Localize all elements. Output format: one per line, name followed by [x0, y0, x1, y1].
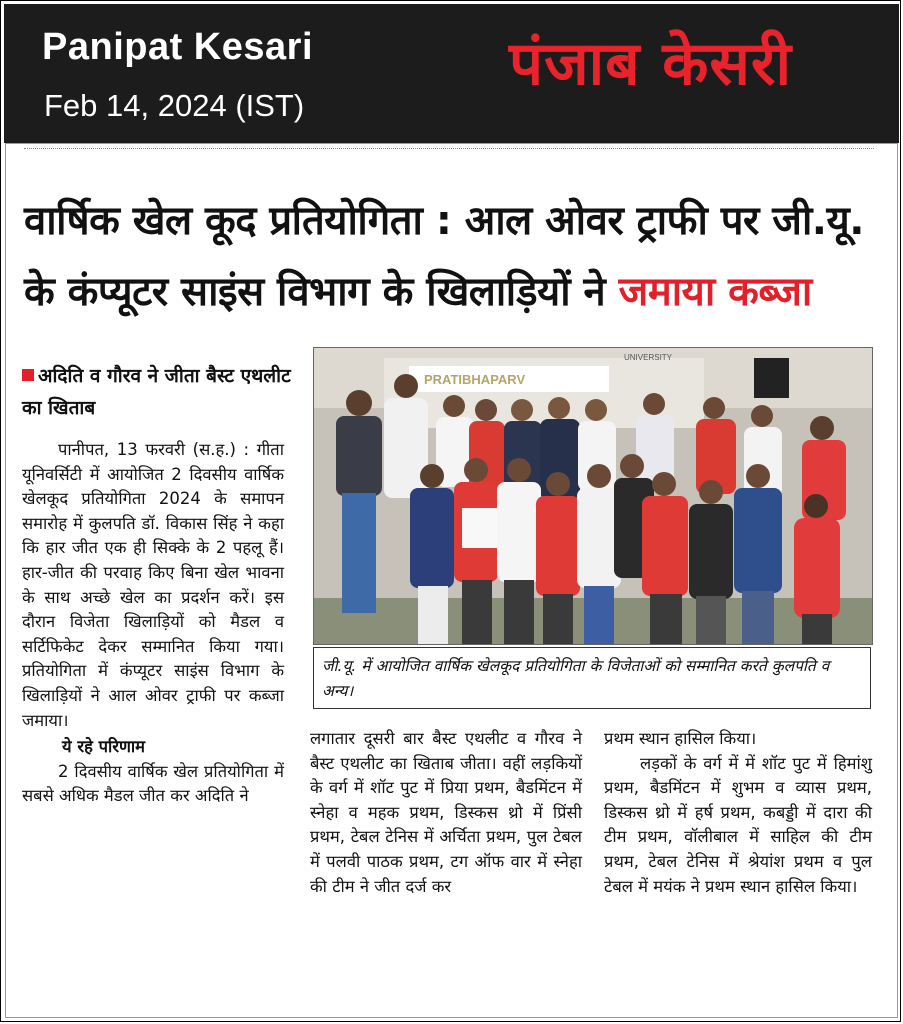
header-bar: [4, 4, 899, 143]
article-column-3: [604, 727, 872, 899]
article-column-2: [310, 727, 582, 899]
subheading-text: अदिति व गौरव ने जीता बैस्ट एथलीट का खिताब: [22, 365, 291, 419]
article-subheading: [22, 360, 297, 424]
article-headline: [24, 186, 879, 328]
photo-caption: जी.यू. में आयोजित वार्षिक खेलकूद प्रतियोगिता के विजेताओं को सम्मानित करते कुलपति व अन्य।: [313, 647, 871, 709]
column-1-paragraph-1: पानीपत, 13 फरवरी (स.ह.) : गीता यूनिवर्सिटी में आयोजित 2 दिवसीय वार्षिक खेलकूद प्रतियोगिता 2024 के समापन समारोह में कुलपति डॉ. विकास सिंह ने कहा कि हार जीत एक ही सिक्के के 2 पहलू हैं। हार-जीत की परवाह किए बिना खेल भावना के साथ अच्छे खेल का प्रदर्शन करें। इस दौरान विजेता खिलाड़ियों को मैडल व सर्टिफिकेट देकर सम्मानित किया गया। प्रतियोगिता में कंप्यूटर साइंस विभाग के खिलाड़ियों ने आल ओवर ट्राफी पर कब्जा जमाया।: [22, 440, 284, 730]
headline-line-1: वार्षिक खेल कूद प्रतियोगिता : आल ओवर ट्राफी पर जी.यू.: [24, 198, 864, 244]
group-photo-illustration: [314, 348, 872, 644]
red-square-bullet-icon: [22, 369, 34, 381]
publication-name: Panipat Kesari: [42, 26, 313, 68]
clipping-top-edge: [24, 148, 874, 153]
results-heading: ये रहे परिणाम: [62, 737, 146, 757]
newspaper-masthead: पंजाब केसरी: [509, 29, 793, 99]
column-3-paragraph-2: लड़कों के वर्ग में में शॉट पुट में हिमांशु प्रथम, बैडमिंटन में शुभम व व्यास प्रथम, डिस्कस थ्रो में हर्ष प्रथम, कबड्डी में दारा की टीम प्रथम, वॉलीबाल में साहिल की टीम प्रथम, टेबल टेनिस में श्रेयांश प्रथम व पुल टेबल में मयंक ने प्रथम स्थान हासिल किया।: [604, 753, 872, 896]
column-1-paragraph-2: 2 दिवसीय वार्षिक खेल प्रतियोगिता में सबसे अधिक मैडल जीत कर अदिति ने: [22, 761, 284, 806]
svg-text:UNIVERSITY: UNIVERSITY: [624, 353, 673, 362]
svg-text:PRATIBHAPARV: PRATIBHAPARV: [424, 372, 526, 387]
headline-line-2-black: के कंप्यूटर साइंस विभाग के खिलाड़ियों ने: [24, 269, 606, 315]
column-2-text: लगातार दूसरी बार बैस्ट एथलीट व गौरव ने बैस्ट एथलीट का खिताब जीता। वहीं लड़कियों के वर्ग में शॉट पुट में प्रिया प्रथम, बैडमिंटन में स्नेहा व महक प्रथम, डिस्कस थ्रो में प्रिंसी प्रथम, टेबल टेनिस में अर्चिता प्रथम, पुल टेबल में पलवी पाठक प्रथम, टग ऑफ वार में स्नेहा की टीम ने जीत दर्ज कर: [310, 729, 582, 896]
column-3-paragraph-1: प्रथम स्थान हासिल किया।: [604, 729, 757, 748]
article-column-1: [22, 438, 284, 809]
article-photo: [313, 347, 873, 645]
publication-date: Feb 14, 2024 (IST): [44, 88, 305, 123]
headline-line-2-red: जमाया कब्जा: [618, 269, 812, 315]
headline-line-2: [24, 257, 879, 328]
